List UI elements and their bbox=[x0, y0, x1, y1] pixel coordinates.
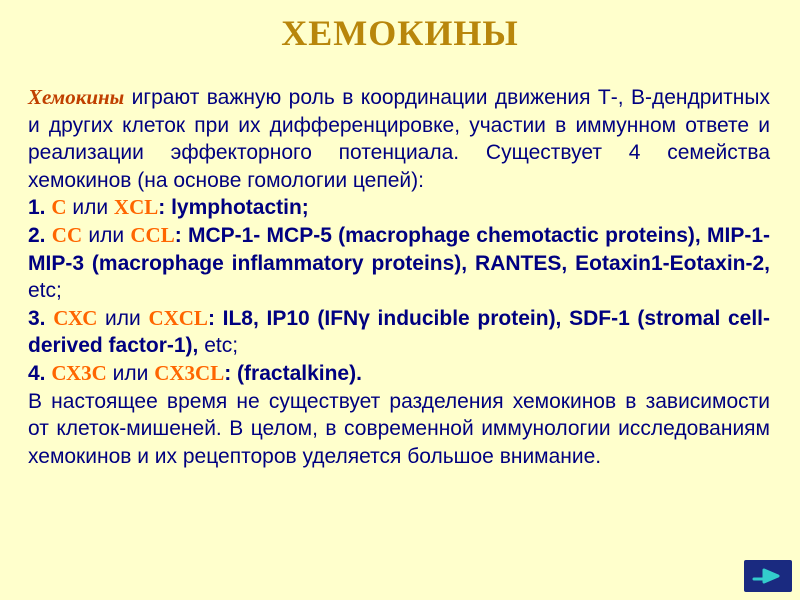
family-long-name: CX3CL bbox=[154, 360, 225, 385]
family-short-name: СХС bbox=[53, 305, 98, 330]
family-item: 3. СХС или CXCL: IL8, IP10 (IFNγ inducible protein), SDF-1 (stromal cell-derived factor-1), etc; bbox=[28, 305, 770, 358]
family-short-name: С bbox=[51, 195, 67, 220]
intro-text: играют важную роль в координации движения Т-, В-дендритных и других клеток при их дифференцировке, участии в иммунном ответе и реализации эффекторного потенциала. Существует 4 семейства хемокинов (на основе гомологии цепей): bbox=[28, 86, 770, 192]
next-slide-button[interactable] bbox=[744, 560, 792, 592]
family-description: lymphotactin; bbox=[165, 196, 309, 220]
family-short-name: СС bbox=[51, 222, 83, 247]
family-description: MCP-1- MCP-5 (macrophage chemotactic proteins), MIP-1-MIP-3 (macrophage inflammatory proteins), RANTES, Eotaxin1-Eotaxin-2, bbox=[28, 223, 770, 275]
family-item: 2. СС или CCL: MCP-1- MCP-5 (macrophage chemotactic proteins), MIP-1-MIP-3 (macrophage inflammatory proteins), RANTES, Eotaxin1-Eotaxin-2, etc; bbox=[28, 222, 770, 303]
slide-body bbox=[28, 84, 770, 470]
intro-paragraph bbox=[28, 84, 770, 194]
intro-term: Хемокины bbox=[28, 85, 125, 109]
family-long-name: CXCL bbox=[148, 305, 208, 330]
family-description: IL8, IP10 (IFNγ inducible protein), SDF-1 (stromal cell-derived factor-1), bbox=[28, 306, 770, 358]
next-arrow-icon bbox=[751, 565, 785, 587]
family-description: (fractalkine). bbox=[231, 361, 362, 385]
conclusion-paragraph: В настоящее время не существует разделения хемокинов в зависимости от клеток-мишеней. В целом, в современной иммунологии исследованиям хемокинов и их рецепторов уделяется большое внимание. bbox=[28, 389, 770, 468]
family-short-name: СХ3С bbox=[51, 360, 107, 385]
page-title: ХЕМОКИНЫ bbox=[281, 13, 519, 53]
family-item: 4. СХ3С или CX3CL: (fractalkine). bbox=[28, 360, 362, 385]
family-long-name: XCL bbox=[113, 195, 159, 220]
family-item: 1. С или XCL: lymphotactin; bbox=[28, 195, 309, 220]
family-long-name: CCL bbox=[130, 222, 175, 247]
